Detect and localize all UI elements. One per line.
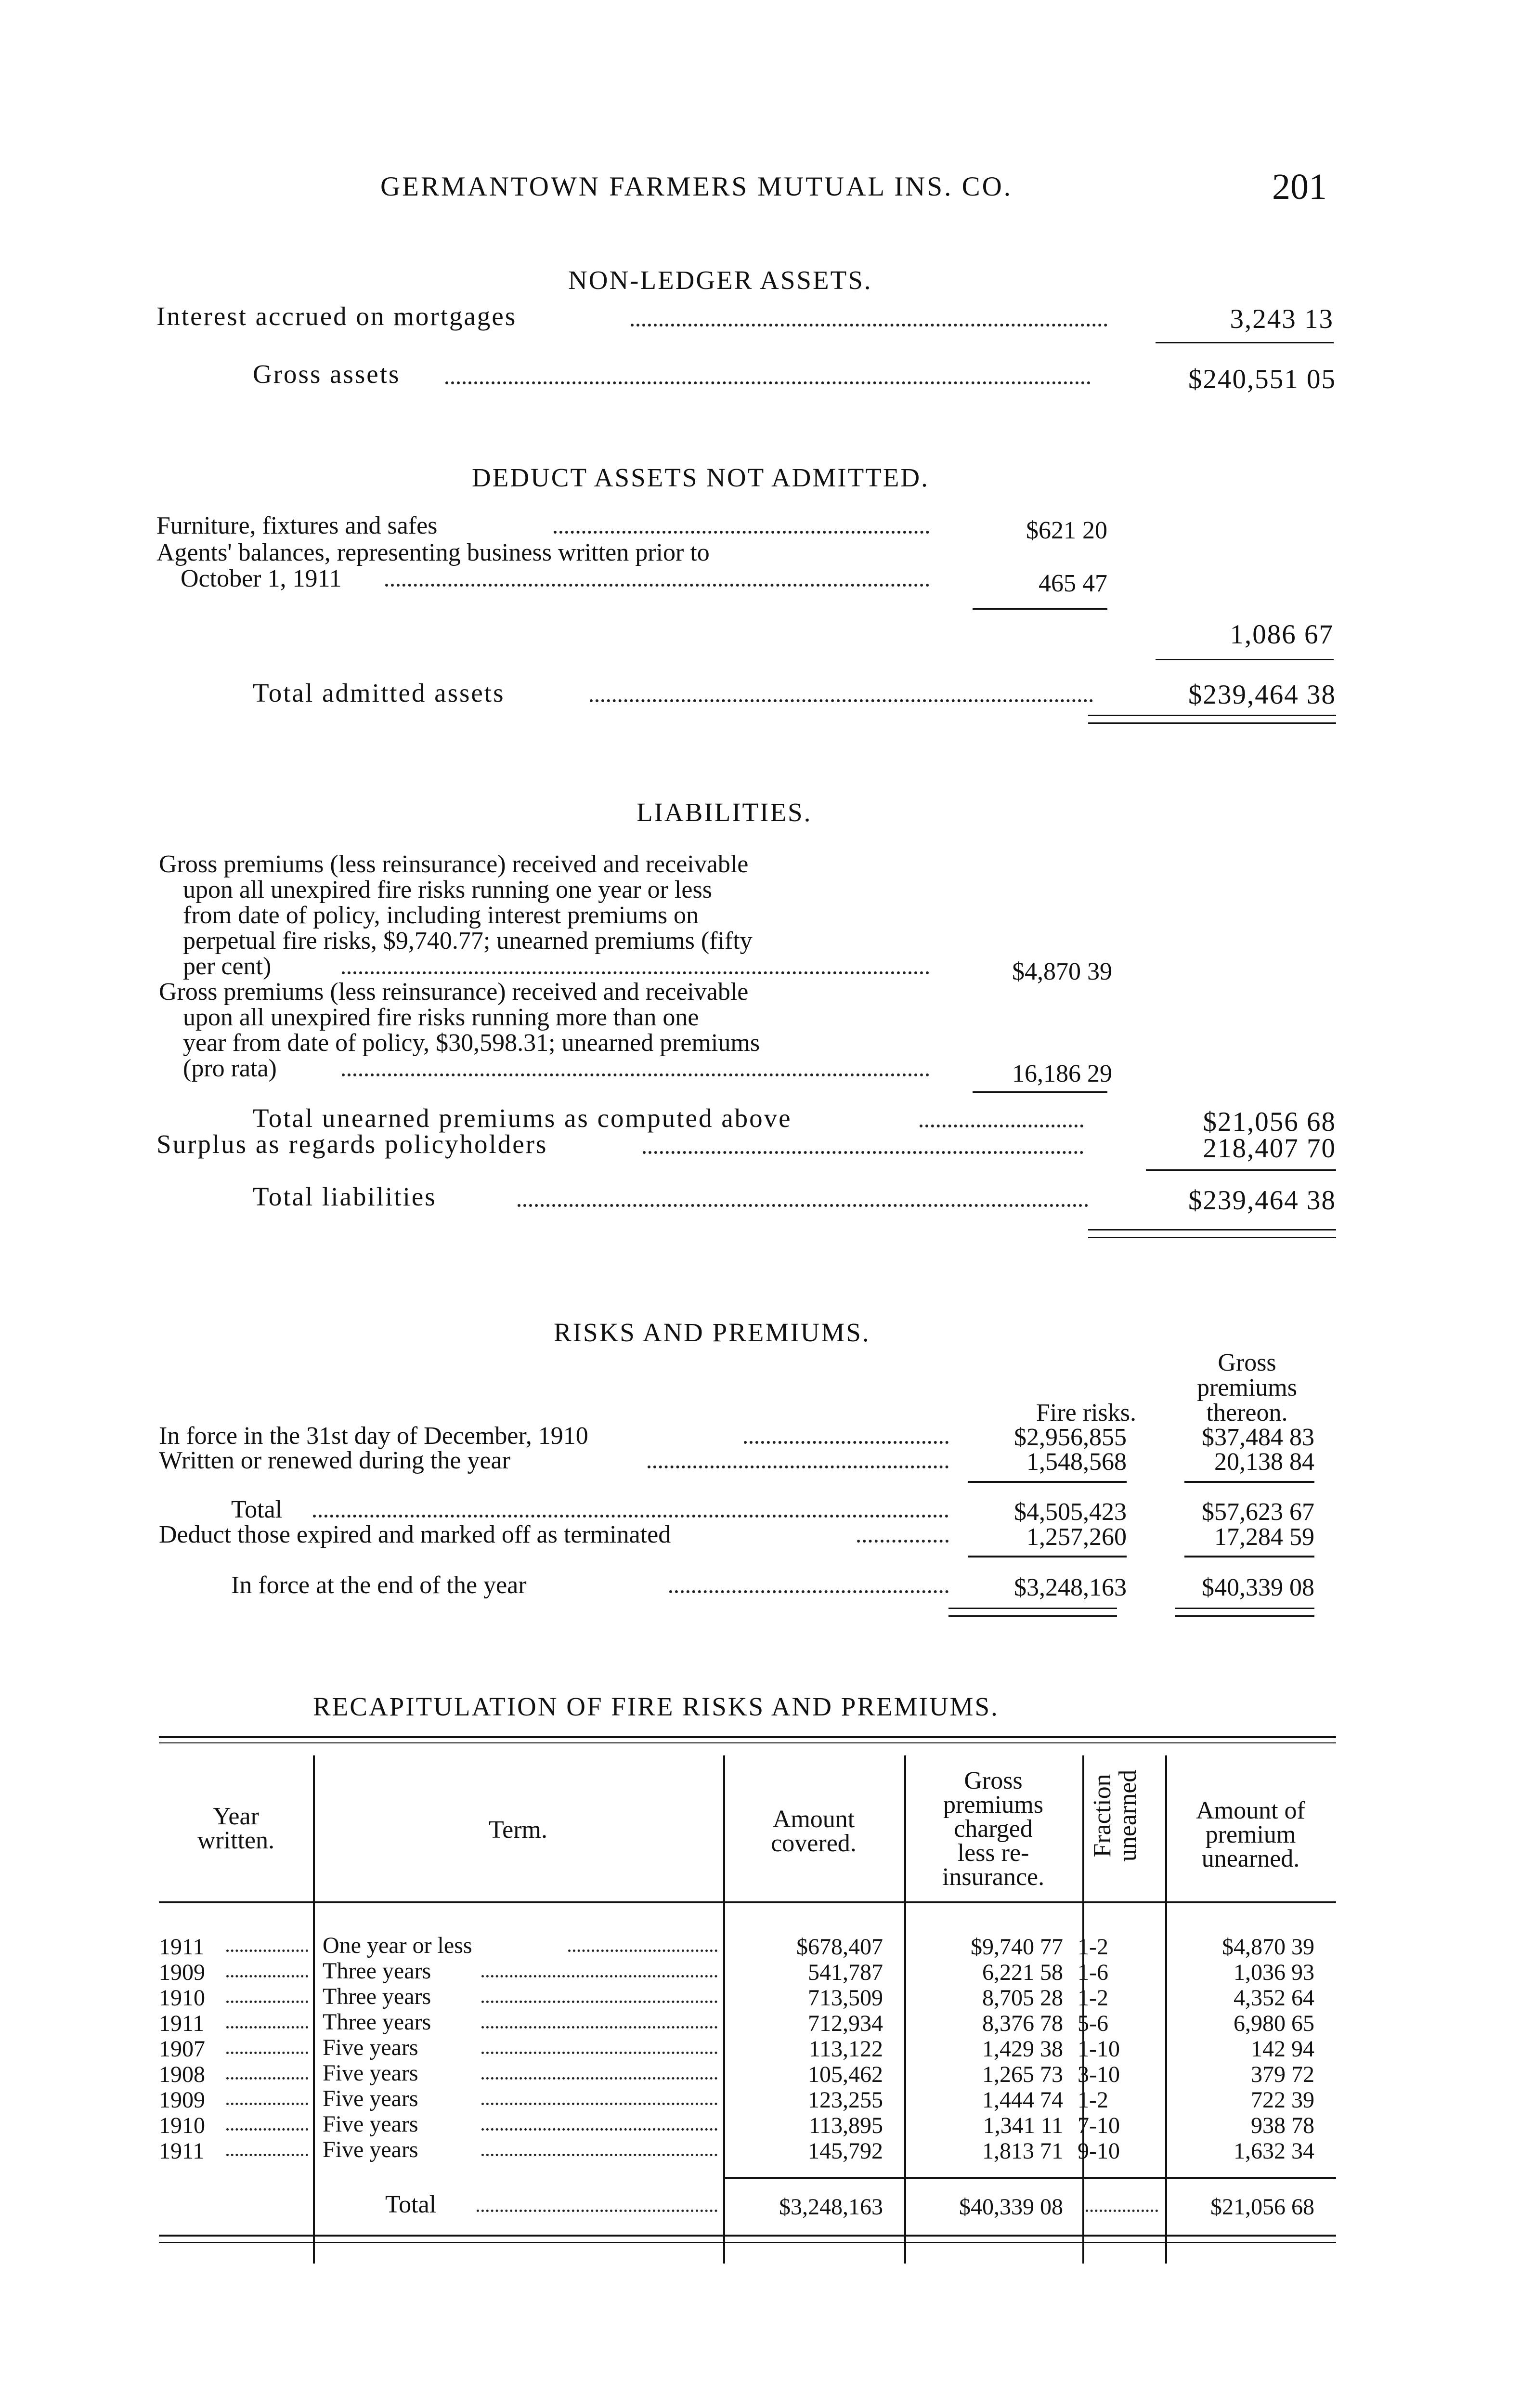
risks-row-label: Deduct those expired and marked off as terminated <box>159 1521 671 1548</box>
risks-row-fire: $4,505,423 <box>1014 1498 1127 1526</box>
gross-premiums-2-line: year from date of policy, $30,598.31; unearned premiums <box>183 1029 760 1057</box>
header-bottom-rule <box>159 1901 1336 1903</box>
dot-leader <box>226 2026 308 2028</box>
row-amount: 105,462 <box>808 2062 883 2087</box>
header-gross: charged <box>954 1815 1033 1843</box>
row-year: 1911 <box>159 1934 205 1960</box>
row-amount: 113,895 <box>808 2113 883 2138</box>
row-year: 1907 <box>159 2036 205 2062</box>
row-fraction: 1-2 <box>1078 1934 1108 1960</box>
gross-premiums-1-line: perpetual fire risks, $9,740.77; unearned premiums (fifty <box>183 927 753 955</box>
rule <box>1146 1169 1336 1171</box>
row-term: Five years <box>323 2137 418 2162</box>
row-gross: 1,341 11 <box>983 2113 1063 2138</box>
dot-leader <box>554 531 929 534</box>
total-liabilities-value: $239,464 38 <box>1188 1185 1336 1216</box>
risks-row-premium: 20,138 84 <box>1214 1448 1314 1476</box>
risks-row-fire: $2,956,855 <box>1014 1424 1127 1451</box>
row-year: 1908 <box>159 2062 205 2087</box>
row-unearned: 379 72 <box>1251 2062 1314 2087</box>
dot-leader <box>744 1441 948 1444</box>
row-gross: 1,813 71 <box>982 2138 1063 2164</box>
row-term: Five years <box>323 2060 418 2086</box>
row-term: Three years <box>323 2009 431 2035</box>
row-year: 1911 <box>159 2011 205 2036</box>
gross-premiums-2-value: 16,186 29 <box>1012 1060 1112 1087</box>
row-gross: 1,429 38 <box>982 2036 1063 2062</box>
row-gross: 1,265 73 <box>982 2062 1063 2087</box>
dot-leader <box>590 699 1093 702</box>
dot-leader <box>481 2154 717 2156</box>
recap-total-unearned: $21,056 68 <box>1210 2194 1314 2220</box>
dot-leader <box>477 2210 717 2212</box>
rule <box>1156 342 1334 343</box>
header-gross: insurance. <box>942 1863 1045 1891</box>
dot-leader <box>385 584 929 587</box>
recap-total-gross: $40,339 08 <box>959 2194 1063 2220</box>
dot-leader <box>481 1975 717 1977</box>
dot-leader <box>518 1204 1088 1207</box>
row-year: 1911 <box>159 2138 205 2164</box>
dot-leader <box>313 1515 948 1518</box>
row-amount: 113,122 <box>808 2036 883 2062</box>
row-term: One year or less <box>323 1933 472 1958</box>
dot-leader <box>226 1975 308 1977</box>
risks-row-label: In force in the 31st day of December, 1910 <box>159 1422 588 1450</box>
row-unearned: $4,870 39 <box>1222 1934 1314 1960</box>
page-number: 201 <box>1272 167 1327 207</box>
double-rule <box>1088 1237 1336 1238</box>
risks-row-premium: $57,623 67 <box>1202 1498 1314 1526</box>
dot-leader <box>643 1151 1083 1154</box>
header-year: Year <box>213 1803 259 1830</box>
risks-row-fire: 1,257,260 <box>1026 1523 1127 1551</box>
surplus-value: 218,407 70 <box>1203 1133 1336 1164</box>
dot-leader <box>631 324 1107 327</box>
risks-row-fire: $3,248,163 <box>1014 1574 1127 1601</box>
risks-row-fire: 1,548,568 <box>1026 1448 1127 1476</box>
dot-leader <box>481 2128 717 2131</box>
risks-row-label: In force at the end of the year <box>231 1571 527 1599</box>
row-unearned: 6,980 65 <box>1234 2011 1314 2036</box>
dot-leader <box>481 2103 717 2105</box>
agents-value: 465 47 <box>1039 570 1107 597</box>
dot-leader <box>568 1950 717 1952</box>
risks-row-label: Total <box>231 1496 283 1523</box>
table-bottom-rule <box>159 2242 1336 2243</box>
dot-leader <box>857 1540 948 1543</box>
row-year: 1910 <box>159 2113 205 2138</box>
risks-row-premium: $40,339 08 <box>1202 1574 1314 1601</box>
dot-leader <box>481 2052 717 2054</box>
deduct-subtotal: 1,086 67 <box>1230 619 1334 650</box>
rule <box>968 1556 1127 1557</box>
row-unearned: 1,036 93 <box>1234 1960 1314 1985</box>
row-fraction: 3-10 <box>1078 2062 1120 2087</box>
double-rule <box>1175 1615 1314 1617</box>
row-unearned: 4,352 64 <box>1234 1985 1314 2011</box>
table-bottom-rule <box>159 2235 1336 2237</box>
row-fraction: 5-6 <box>1078 2011 1108 2036</box>
row-fraction: 1-2 <box>1078 2087 1108 2113</box>
row-gross: 8,376 78 <box>982 2011 1063 2036</box>
row-fraction: 1-6 <box>1078 1960 1108 1985</box>
double-rule <box>1175 1608 1314 1609</box>
header-gross: less re- <box>957 1839 1029 1867</box>
recap-total-amount: $3,248,163 <box>779 2194 883 2220</box>
premiums-column-header: premiums <box>1197 1374 1297 1401</box>
agents-label: Agents' balances, representing business written prior to <box>156 539 710 566</box>
gross-premiums-2-line: Gross premiums (less reinsurance) received and receivable <box>159 978 749 1006</box>
row-gross: 6,221 58 <box>982 1960 1063 1985</box>
section-heading-risks: RISKS AND PREMIUMS. <box>554 1318 870 1347</box>
row-unearned: 938 78 <box>1251 2113 1314 2138</box>
dot-leader <box>669 1590 948 1593</box>
dot-leader <box>226 1950 308 1952</box>
row-amount: 123,255 <box>808 2087 883 2113</box>
header-unearned: premium <box>1205 1821 1296 1848</box>
dot-leader <box>226 2103 308 2105</box>
row-year: 1909 <box>159 2087 205 2113</box>
section-heading-recap: RECAPITULATION OF FIRE RISKS AND PREMIUMS. <box>313 1692 999 1721</box>
row-unearned: 1,632 34 <box>1234 2138 1314 2164</box>
premiums-column-header: Gross <box>1218 1349 1276 1376</box>
row-fraction: 1-2 <box>1078 1985 1108 2011</box>
header-fraction: unearned <box>1114 1769 1142 1862</box>
dot-leader <box>1086 2210 1158 2212</box>
running-header: GERMANTOWN FARMERS MUTUAL INS. CO. <box>380 171 1013 202</box>
row-term: Five years <box>323 2035 418 2060</box>
interest-value: 3,243 13 <box>1230 304 1334 334</box>
row-year: 1909 <box>159 1960 205 1985</box>
row-term: Five years <box>323 2111 418 2137</box>
double-rule <box>948 1608 1117 1609</box>
dot-leader <box>226 2154 308 2156</box>
header-amount: Amount <box>772 1806 855 1833</box>
row-term: Three years <box>323 1984 431 2009</box>
row-fraction: 1-10 <box>1078 2036 1120 2062</box>
gross-premiums-1-value: $4,870 39 <box>1012 958 1112 985</box>
agents-label-continued: October 1, 1911 <box>181 565 342 592</box>
table-top-rule <box>159 1742 1336 1743</box>
dot-leader <box>445 381 1091 384</box>
row-fraction: 7-10 <box>1078 2113 1120 2138</box>
rule <box>973 1091 1107 1093</box>
header-unearned: Amount of <box>1196 1797 1305 1824</box>
dot-leader <box>226 2052 308 2054</box>
premiums-column-header: thereon. <box>1206 1399 1288 1426</box>
gross-assets-label: Gross assets <box>253 359 401 389</box>
row-fraction: 9-10 <box>1078 2138 1120 2164</box>
row-term: Five years <box>323 2086 418 2111</box>
header-gross: premiums <box>943 1791 1043 1819</box>
gross-premiums-1-line: per cent) <box>183 953 272 980</box>
total-admitted-label: Total admitted assets <box>253 678 505 707</box>
recap-total-label: Total <box>385 2191 437 2218</box>
dot-leader <box>648 1466 948 1468</box>
dot-leader <box>226 2001 308 2003</box>
dot-leader <box>226 2128 308 2131</box>
risks-row-premium: 17,284 59 <box>1214 1523 1314 1551</box>
table-top-rule <box>159 1736 1336 1738</box>
gross-premiums-2-line: (pro rata) <box>183 1055 277 1082</box>
total-liabilities-label: Total liabilities <box>253 1182 437 1211</box>
row-amount: $678,407 <box>796 1934 883 1960</box>
double-rule <box>1088 722 1336 724</box>
gross-assets-value: $240,551 05 <box>1188 364 1336 394</box>
row-amount: 541,787 <box>808 1960 883 1985</box>
header-unearned: unearned. <box>1201 1845 1300 1872</box>
interest-label: Interest accrued on mortgages <box>156 301 517 331</box>
row-amount: 145,792 <box>808 2138 883 2164</box>
rule <box>968 1481 1127 1483</box>
header-fraction: Fraction <box>1089 1774 1116 1858</box>
rule <box>973 608 1107 610</box>
dot-leader <box>920 1125 1083 1127</box>
dot-leader <box>481 2001 717 2003</box>
header-amount: covered. <box>771 1830 857 1857</box>
gross-premiums-2-line: upon all unexpired fire risks running more than one <box>183 1004 699 1031</box>
row-gross: 8,705 28 <box>982 1985 1063 2011</box>
gross-premiums-1-line: Gross premiums (less reinsurance) received and receivable <box>159 851 749 878</box>
dot-leader <box>226 2077 308 2080</box>
unearned-value: $21,056 68 <box>1203 1107 1336 1137</box>
rule <box>1184 1481 1314 1483</box>
risks-row-premium: $37,484 83 <box>1202 1424 1314 1451</box>
furniture-value: $621 20 <box>1026 517 1107 544</box>
dot-leader <box>481 2077 717 2080</box>
row-amount: 712,934 <box>808 2011 883 2036</box>
row-term: Three years <box>323 1958 431 1984</box>
row-gross: 1,444 74 <box>982 2087 1063 2113</box>
row-year: 1910 <box>159 1985 205 2011</box>
total-admitted-value: $239,464 38 <box>1188 680 1336 710</box>
row-unearned: 142 94 <box>1251 2036 1314 2062</box>
header-year: written. <box>197 1827 275 1854</box>
gross-premiums-1-line: upon all unexpired fire risks running one year or less <box>183 876 712 903</box>
dot-leader <box>342 1073 929 1076</box>
double-rule <box>948 1615 1117 1617</box>
dot-leader <box>481 2026 717 2028</box>
double-rule <box>1088 715 1336 716</box>
furniture-label: Furniture, fixtures and safes <box>156 512 438 539</box>
row-gross: $9,740 77 <box>971 1934 1063 1960</box>
row-unearned: 722 39 <box>1251 2087 1314 2113</box>
unearned-label: Total unearned premiums as computed above <box>253 1103 792 1133</box>
gross-premiums-1-line: from date of policy, including interest premiums on <box>183 902 699 929</box>
double-rule <box>1088 1229 1336 1230</box>
section-heading-deduct: DEDUCT ASSETS NOT ADMITTED. <box>472 463 929 492</box>
section-heading-non-ledger: NON-LEDGER ASSETS. <box>568 265 872 295</box>
header-gross: Gross <box>964 1767 1023 1794</box>
row-amount: 713,509 <box>808 1985 883 2011</box>
fire-risks-column-header: Fire risks. <box>1036 1399 1136 1426</box>
rule <box>1184 1556 1314 1557</box>
section-heading-liabilities: LIABILITIES. <box>637 798 812 827</box>
rule <box>1156 659 1334 660</box>
total-rule <box>723 2177 1336 2179</box>
risks-row-label: Written or renewed during the year <box>159 1447 510 1474</box>
header-term: Term. <box>489 1816 547 1844</box>
dot-leader <box>342 971 929 974</box>
surplus-label: Surplus as regards policyholders <box>156 1129 548 1159</box>
